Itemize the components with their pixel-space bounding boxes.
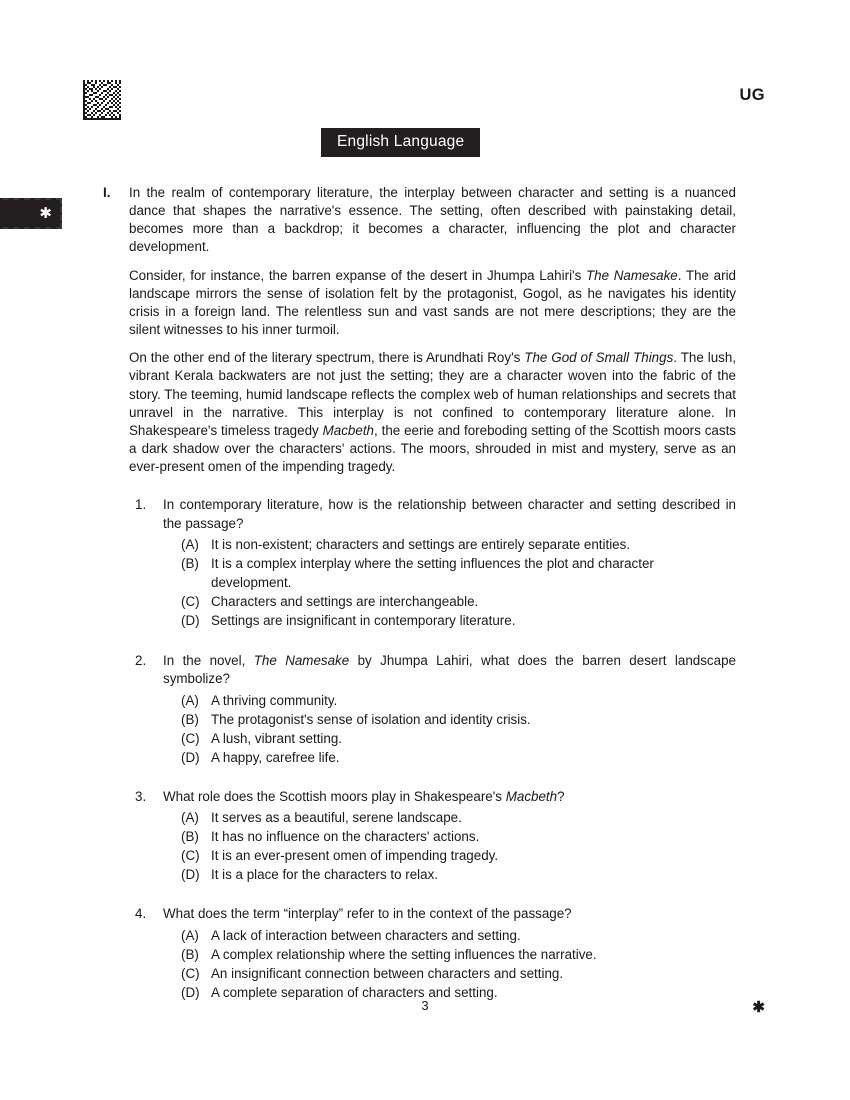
option-key: (B) (181, 946, 199, 962)
question-number: 4. (135, 906, 147, 922)
option-key: (A) (181, 927, 199, 943)
question-list (103, 496, 736, 1002)
option-text: An insignificant connection between characters and setting. (211, 965, 564, 981)
option-key: (B) (181, 829, 199, 845)
option-item[interactable] (181, 846, 736, 865)
question-item (135, 652, 736, 767)
option-text: Settings are insignificant in contemporary literature. (211, 613, 516, 629)
option-text: A lack of interaction between characters and setting. (211, 927, 521, 943)
option-item[interactable] (181, 611, 736, 630)
option-key: (C) (181, 848, 200, 864)
option-text: It is an ever-present omen of impending tragedy. (211, 848, 499, 864)
option-text: The protagonist's sense of isolation and identity crisis. (211, 711, 531, 727)
footer-asterisk-icon: ✱ (752, 999, 765, 1016)
question-item (135, 905, 736, 1002)
option-text: A happy, carefree life. (211, 749, 340, 765)
option-item[interactable] (181, 827, 736, 846)
option-key: (A) (181, 692, 199, 708)
question-body (163, 905, 736, 1002)
passage-paragraph: On the other end of the literary spectrum, there is Arundhati Roy's The God of Small Things. The lush, vibrant Kerala backwaters are not just the setting; they are a character woven into the fabric of the story. The teeming, humid landscape reflects the complex web of human relationships and secrets that unravel in the narrative. This interplay is not confined to contemporary literature alone. In Shakespeare's timeless tragedy Macbeth, the eerie and foreboding setting of the Scottish moors casts a dark shadow over the characters' actions. The moors, shrouded in mist and mystery, serve as an ever-present omen of the impending tragedy. (129, 350, 737, 475)
option-text: A lush, vibrant setting. (211, 730, 343, 746)
reading-passage (103, 184, 736, 476)
option-item[interactable] (181, 691, 736, 710)
question-body (163, 788, 736, 885)
asterisk-icon: ✱ (39, 204, 52, 222)
option-key: (A) (181, 537, 199, 553)
question-text: What does the term “interplay” refer to in the context of the passage? (163, 906, 572, 922)
option-item[interactable] (181, 535, 736, 554)
side-registration-marker (0, 198, 62, 229)
passage-marker: I. (103, 185, 111, 200)
question-body (163, 496, 736, 630)
passage-body (129, 184, 736, 476)
option-text: It is a complex interplay where the setting influences the plot and character development. (211, 556, 654, 591)
option-key: (C) (181, 594, 200, 610)
question-text: In the novel, The Namesake by Jhumpa Lahiri, what does the barren desert landscape symbolize? (163, 652, 736, 686)
option-key: (C) (181, 965, 200, 981)
level-label: UG (739, 86, 765, 104)
option-item[interactable] (181, 710, 736, 729)
option-list (163, 535, 736, 630)
question-body (163, 652, 736, 767)
passage-paragraph: Consider, for instance, the barren expanse of the desert in Jhumpa Lahiri's The Namesake. The arid landscape mirrors the sense of isolation felt by the protagonist, Gogol, as he navigates his identity crisis in a foreign land. The relentless sun and vast sands are not mere descriptions; they are the silent witnesses to his inner turmoil. (129, 267, 736, 338)
question-text: What role does the Scottish moors play in Shakespeare's Macbeth? (163, 788, 565, 804)
option-item[interactable] (181, 729, 736, 748)
option-item[interactable] (181, 926, 736, 945)
passage-paragraph: In the realm of contemporary literature, the interplay between character and setting is a nuanced dance that shapes the narrative's essence. The setting, often described with painstaking detail, becomes more than a backdrop; it becomes a character, influencing the plot and character development. (129, 185, 736, 255)
option-key: (D) (181, 749, 200, 765)
option-key: (D) (181, 984, 200, 1000)
question-number: 2. (135, 652, 147, 668)
option-key: (D) (181, 867, 200, 883)
page-content (103, 184, 736, 1002)
page-header (0, 76, 850, 128)
option-key: (C) (181, 730, 200, 746)
option-key: (A) (181, 810, 199, 826)
option-key: (D) (181, 613, 200, 629)
option-item[interactable] (181, 808, 736, 827)
question-text: In contemporary literature, how is the relationship between character and setting described in the passage? (163, 497, 736, 531)
page-footer (0, 998, 850, 1022)
option-key: (B) (181, 556, 199, 572)
datamatrix-barcode-icon (83, 80, 123, 122)
option-text: Characters and settings are interchangeable. (211, 594, 479, 610)
option-text: It has no influence on the characters' actions. (211, 829, 480, 845)
option-list (163, 926, 736, 1002)
option-text: A thriving community. (211, 692, 338, 708)
question-number: 1. (135, 497, 147, 513)
option-item[interactable] (181, 748, 736, 767)
option-list (163, 691, 736, 767)
subject-title-banner: English Language (321, 128, 480, 157)
option-text: A complex relationship where the setting influences the narrative. (211, 946, 597, 962)
option-text: It is non-existent; characters and settings are entirely separate entities. (211, 537, 631, 553)
option-item[interactable] (181, 945, 736, 964)
option-text: A complete separation of characters and setting. (211, 984, 498, 1000)
option-text: It serves as a beautiful, serene landscape. (211, 810, 462, 826)
question-number: 3. (135, 788, 147, 804)
question-item (135, 496, 736, 630)
question-item (135, 788, 736, 885)
option-item[interactable] (181, 865, 736, 884)
option-item[interactable] (181, 554, 736, 592)
option-list (163, 808, 736, 884)
option-text: It is a place for the characters to relax. (211, 867, 439, 883)
option-item[interactable] (181, 964, 736, 983)
option-key: (B) (181, 711, 199, 727)
page-number: 3 (421, 998, 429, 1013)
option-item[interactable] (181, 592, 736, 611)
